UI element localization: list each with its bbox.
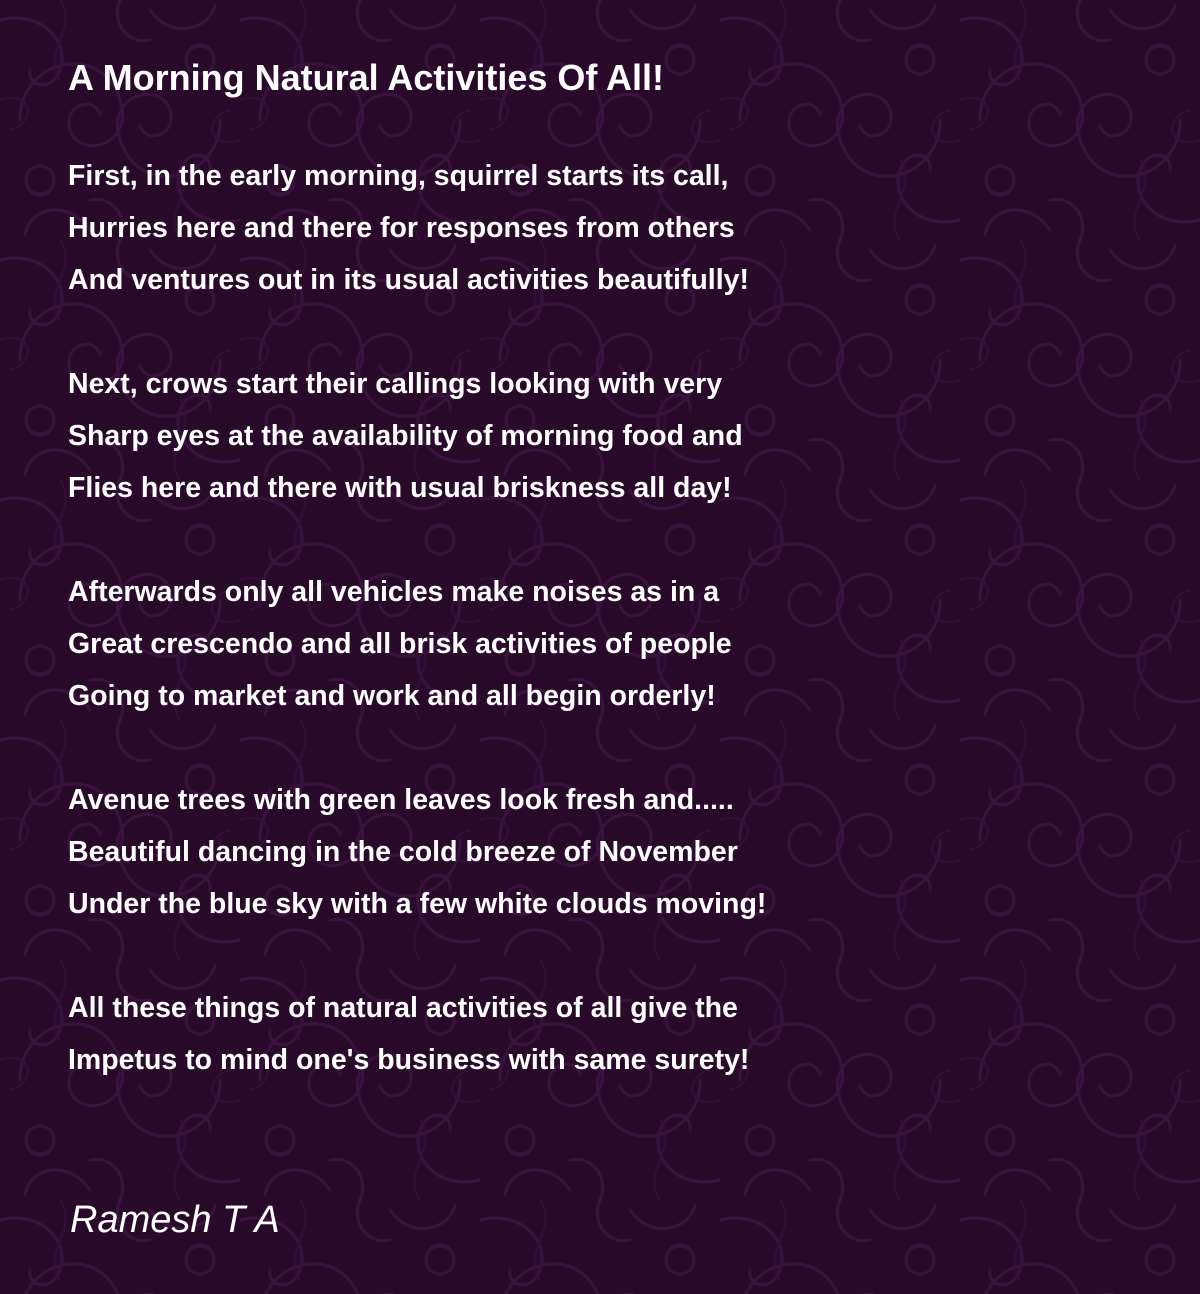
poem-line: Afterwards only all vehicles make noises as in a: [68, 576, 720, 608]
poem-line: Flies here and there with usual briskness all day!: [68, 472, 732, 504]
poem-line: Great crescendo and all brisk activities of people: [68, 628, 732, 660]
poem-body: [68, 150, 766, 1138]
poem-stanza: [68, 566, 766, 722]
poem-author: Ramesh T A: [70, 1199, 280, 1241]
poem-stanza: [68, 150, 766, 306]
poem-line: Hurries here and there for responses from others: [68, 212, 735, 244]
poem-line: Avenue trees with green leaves look fresh and.....: [68, 784, 734, 816]
poem-line: Under the blue sky with a few white clouds moving!: [68, 888, 767, 920]
poem-line: Impetus to mind one's business with same surety!: [68, 1044, 750, 1076]
poem-line: Going to market and work and all begin orderly!: [68, 680, 716, 712]
poem-stanza: [68, 358, 766, 514]
poem-line: Beautiful dancing in the cold breeze of November: [68, 836, 738, 868]
poem-stanza: [68, 982, 766, 1086]
poem-line: First, in the early morning, squirrel starts its call,: [68, 160, 729, 192]
poem-line: All these things of natural activities of all give the: [68, 992, 738, 1024]
poem-stanza: [68, 774, 766, 930]
poem-line: Sharp eyes at the availability of morning food and: [68, 420, 743, 452]
poem-line: Next, crows start their callings looking with very: [68, 368, 723, 400]
poem-line: And ventures out in its usual activities beautifully!: [68, 264, 749, 296]
poem-title: A Morning Natural Activities Of All!: [68, 57, 665, 98]
